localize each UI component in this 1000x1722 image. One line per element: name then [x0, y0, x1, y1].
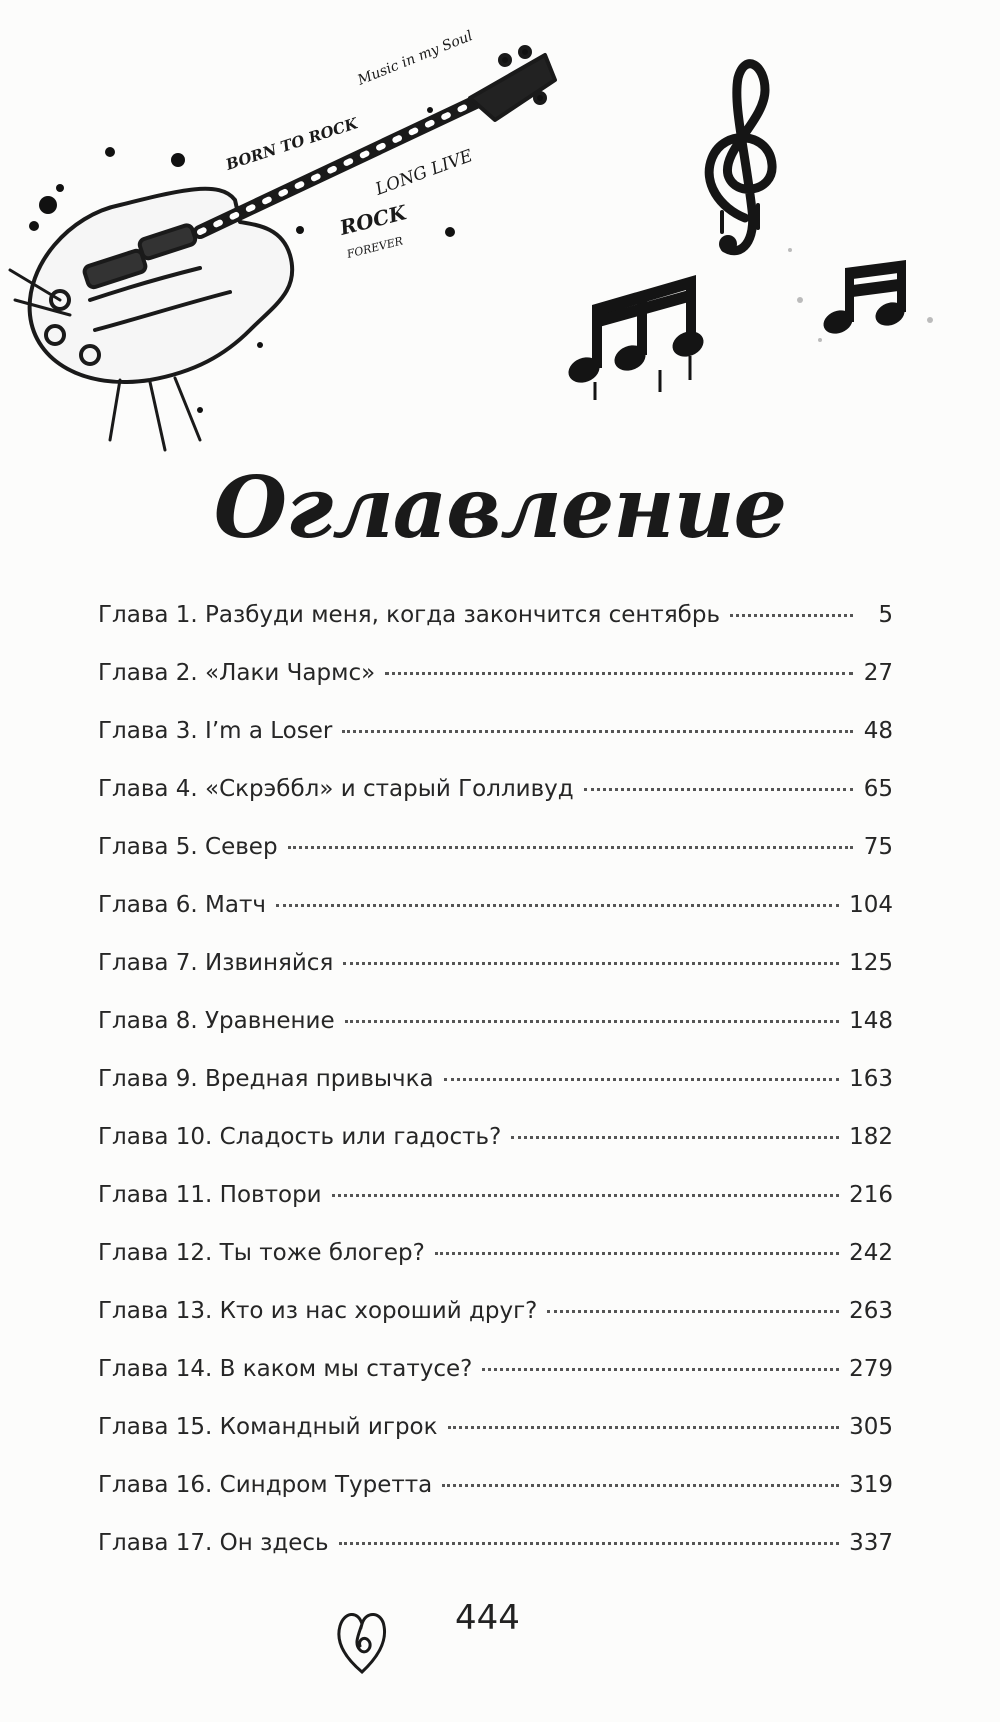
toc-entry-title: Глава 13. Кто из нас хороший друг?: [98, 1298, 538, 1324]
toc-entry-title: Глава 17. Он здесь: [98, 1530, 329, 1556]
svg-text:Music in my Soul: Music in my Soul: [355, 28, 475, 89]
toc-entry-page: 182: [849, 1124, 893, 1150]
header-illustration: [0, 0, 1000, 520]
toc-dot-leader: [435, 1252, 839, 1255]
triple-eighth-notes-icon: [565, 275, 708, 400]
page-title: Оглавление: [213, 458, 787, 558]
toc-entry-page: 5: [878, 602, 893, 628]
toc-dot-leader: [730, 614, 853, 617]
heart-logo-icon: [332, 1600, 392, 1680]
toc-dot-leader: [448, 1426, 840, 1429]
toc-entry-page: 263: [849, 1298, 893, 1324]
toc-entry-6: [98, 892, 893, 950]
toc-entry-4: [98, 776, 893, 834]
toc-entry-title: Глава 15. Командный игрок: [98, 1414, 438, 1440]
toc-entry-page: 305: [849, 1414, 893, 1440]
toc-entry-title: Глава 14. В каком мы статусе?: [98, 1356, 473, 1382]
toc-entry-page: 65: [863, 776, 893, 802]
toc-entry-title: Глава 4. «Скрэббл» и старый Голливуд: [98, 776, 574, 802]
toc-dot-leader: [547, 1310, 839, 1313]
svg-text:ROCK: ROCK: [337, 200, 409, 240]
svg-text:LONG LIVE: LONG LIVE: [372, 146, 476, 200]
toc-dot-leader: [343, 962, 839, 965]
toc-entry-10: [98, 1124, 893, 1182]
toc-entry-page: 163: [849, 1066, 893, 1092]
toc-entry-14: [98, 1356, 893, 1414]
toc-entry-title: Глава 11. Повтори: [98, 1182, 322, 1208]
toc-entry-title: Глава 2. «Лаки Чармс»: [98, 660, 376, 686]
toc-dot-leader: [511, 1136, 839, 1139]
toc-entry-title: Глава 6. Матч: [98, 892, 266, 918]
svg-text:BORN TO ROCK: BORN TO ROCK: [223, 114, 360, 174]
toc-entry-page: 125: [849, 950, 893, 976]
toc-entry-2: [98, 660, 893, 718]
toc-entry-page: 279: [849, 1356, 893, 1382]
svg-text:FOREVER: FOREVER: [345, 234, 405, 261]
toc-entry-12: [98, 1240, 893, 1298]
toc-entry-page: 242: [849, 1240, 893, 1266]
toc-entry-16: [98, 1472, 893, 1530]
toc-entry-page: 48: [863, 718, 893, 744]
toc-dot-leader: [276, 904, 839, 907]
toc-dot-leader: [345, 1020, 839, 1023]
toc-entry-title: Глава 3. I’m a Loser: [98, 718, 333, 744]
toc-entry-page: 75: [863, 834, 893, 860]
toc-entry-7: [98, 950, 893, 1008]
toc-entry-title: Глава 7. Извиняйся: [98, 950, 334, 976]
toc-dot-leader: [339, 1542, 839, 1545]
treble-clef-icon: [709, 64, 772, 253]
toc-entry-9: [98, 1066, 893, 1124]
toc-entry-page: 337: [849, 1530, 893, 1556]
toc-entry-title: Глава 12. Ты тоже блогер?: [98, 1240, 425, 1266]
page-number: 444: [455, 1598, 520, 1638]
toc-entry-page: 216: [849, 1182, 893, 1208]
toc-entry-title: Глава 16. Синдром Туретта: [98, 1472, 433, 1498]
toc-entry-title: Глава 8. Уравнение: [98, 1008, 335, 1034]
toc-entry-3: [98, 718, 893, 776]
toc-dot-leader: [385, 672, 853, 675]
toc-entry-11: [98, 1182, 893, 1240]
table-of-contents: [98, 602, 893, 1588]
toc-entry-5: [98, 834, 893, 892]
toc-dot-leader: [444, 1078, 839, 1081]
toc-dot-leader: [332, 1194, 839, 1197]
toc-dot-leader: [584, 788, 853, 791]
toc-entry-page: 148: [849, 1008, 893, 1034]
toc-entry-page: 104: [849, 892, 893, 918]
beamed-sixteenth-notes-icon: [788, 248, 933, 342]
toc-entry-page: 27: [863, 660, 893, 686]
toc-entry-title: Глава 10. Сладость или гадость?: [98, 1124, 502, 1150]
toc-dot-leader: [342, 730, 853, 733]
toc-entry-15: [98, 1414, 893, 1472]
toc-entry-title: Глава 1. Разбуди меня, когда закончится сентябрь: [98, 602, 720, 628]
toc-dot-leader: [288, 846, 853, 849]
toc-entry-1: [98, 602, 893, 660]
toc-entry-title: Глава 9. Вредная привычка: [98, 1066, 434, 1092]
toc-entry-17: [98, 1530, 893, 1588]
toc-dot-leader: [482, 1368, 839, 1371]
toc-entry-title: Глава 5. Север: [98, 834, 278, 860]
toc-entry-13: [98, 1298, 893, 1356]
toc-entry-8: [98, 1008, 893, 1066]
toc-dot-leader: [442, 1484, 839, 1487]
toc-entry-page: 319: [849, 1472, 893, 1498]
electric-guitar-icon: [10, 47, 555, 450]
